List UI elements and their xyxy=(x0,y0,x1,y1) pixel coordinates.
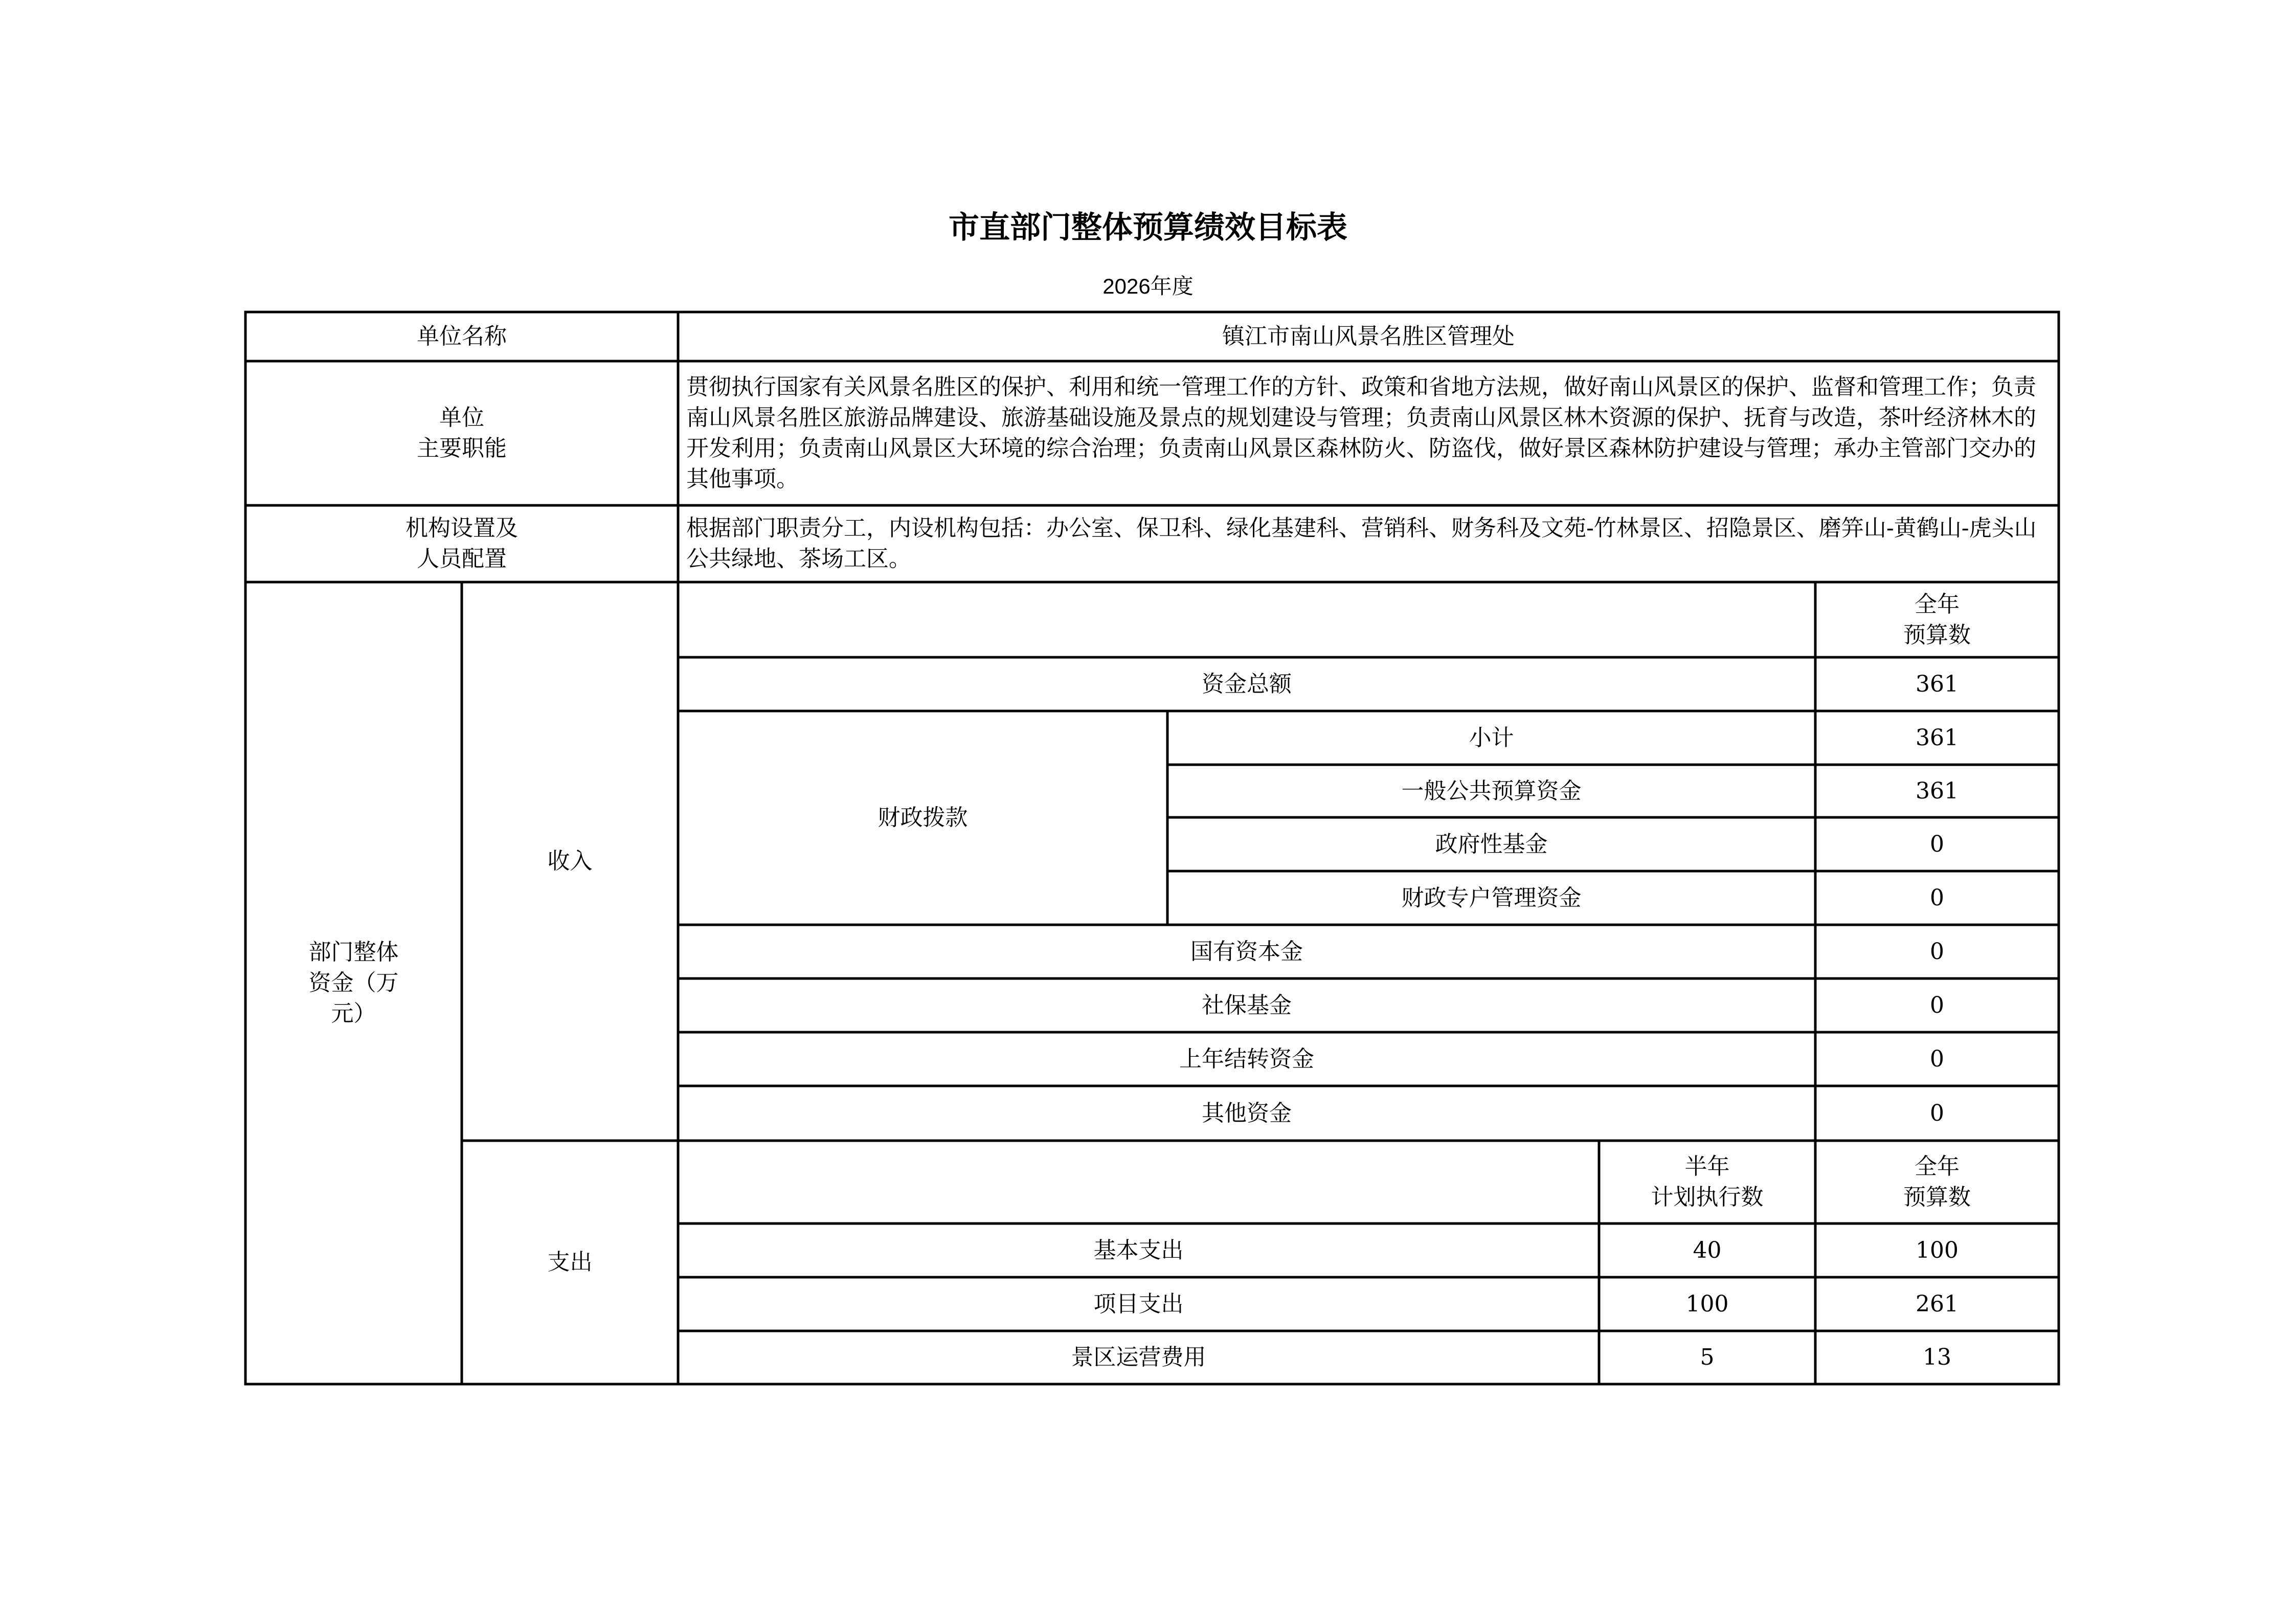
expense-header-half: 半年 计划执行数 xyxy=(1651,1153,1764,1210)
table-cell-value: 0 xyxy=(1930,1045,1944,1072)
table-cell-value: 361 xyxy=(1916,777,1959,804)
page-title: 市直部门整体预算绩效目标表 xyxy=(949,210,1347,246)
fiscal-label: 财政拨款 xyxy=(877,805,968,831)
expense-header-annual: 全年 预算数 xyxy=(1903,1153,1971,1210)
table-cell-value: 0 xyxy=(1930,884,1944,911)
table-cell-value: 261 xyxy=(1916,1291,1959,1317)
table-row: 一般公共预算资金 xyxy=(1401,777,1582,804)
budget-year: 2026年度 xyxy=(1102,274,1194,298)
table-cell-value: 0 xyxy=(1930,992,1944,1018)
table-row: 景区运营费用 xyxy=(1071,1344,1206,1370)
table-cell-value: 5 xyxy=(1700,1344,1715,1370)
table-row: 上年结转资金 xyxy=(1179,1045,1314,1072)
table-cell-value: 0 xyxy=(1930,938,1944,965)
table-cell-value: 361 xyxy=(1916,724,1959,751)
table-row: 小计 xyxy=(1469,724,1514,751)
table-row: 国有资本金 xyxy=(1190,938,1303,965)
funds-label: 部门整体 资金（万 元） xyxy=(308,939,399,1027)
table-row: 项目支出 xyxy=(1093,1291,1184,1317)
main-duty-label: 单位 主要职能 xyxy=(417,405,507,461)
table-row: 社保基金 xyxy=(1202,992,1292,1018)
table-cell-value: 100 xyxy=(1916,1237,1959,1263)
expense-label: 支出 xyxy=(547,1249,593,1275)
income-total-value: 361 xyxy=(1916,671,1959,697)
table-cell-value: 100 xyxy=(1685,1291,1729,1317)
table-cell-value: 13 xyxy=(1923,1344,1951,1370)
unit-name-value: 镇江市南山风景名胜区管理处 xyxy=(1222,323,1515,349)
table-row: 其他资金 xyxy=(1202,1100,1292,1126)
table-cell-value: 0 xyxy=(1930,831,1944,857)
org-setup-label: 机构设置及 人员配置 xyxy=(406,515,518,572)
income-total-label: 资金总额 xyxy=(1202,671,1292,697)
table-cell-value: 40 xyxy=(1693,1237,1722,1263)
income-label: 收入 xyxy=(547,848,593,874)
table-row: 财政专户管理资金 xyxy=(1401,884,1582,911)
main-duty-text: 贯彻执行国家有关风景名胜区的保护、利用和统一管理工作的方针、政策和省地方法规，做好南山风景区的保护、监督和管理工作；负责南山风景名胜区旅游品牌建设、旅游基础设施及景点的规划建设与管理；负责南山风景区林木资源的保护、抚育与改造，茶叶经济林木的开发利用；负责南山风景区大环境的综合治理；负责南山风景区森林防火、防盗伐，做好景区森林防护建设与管理；承办主管部门交办的其他事项。 xyxy=(686,374,2036,492)
table-cell-value: 0 xyxy=(1930,1100,1944,1126)
unit-name-label: 单位名称 xyxy=(417,323,507,349)
table-row: 政府性基金 xyxy=(1435,831,1548,857)
income-header-annual: 全年 预算数 xyxy=(1903,591,1971,648)
table-row: 基本支出 xyxy=(1093,1237,1184,1263)
org-setup-text: 根据部门职责分工，内设机构包括：办公室、保卫科、绿化基建科、营销科、财务科及文苑-竹林景区、招隐景区、磨笄山-黄鹤山-虎头山公共绿地、茶场工区。 xyxy=(686,515,2037,572)
